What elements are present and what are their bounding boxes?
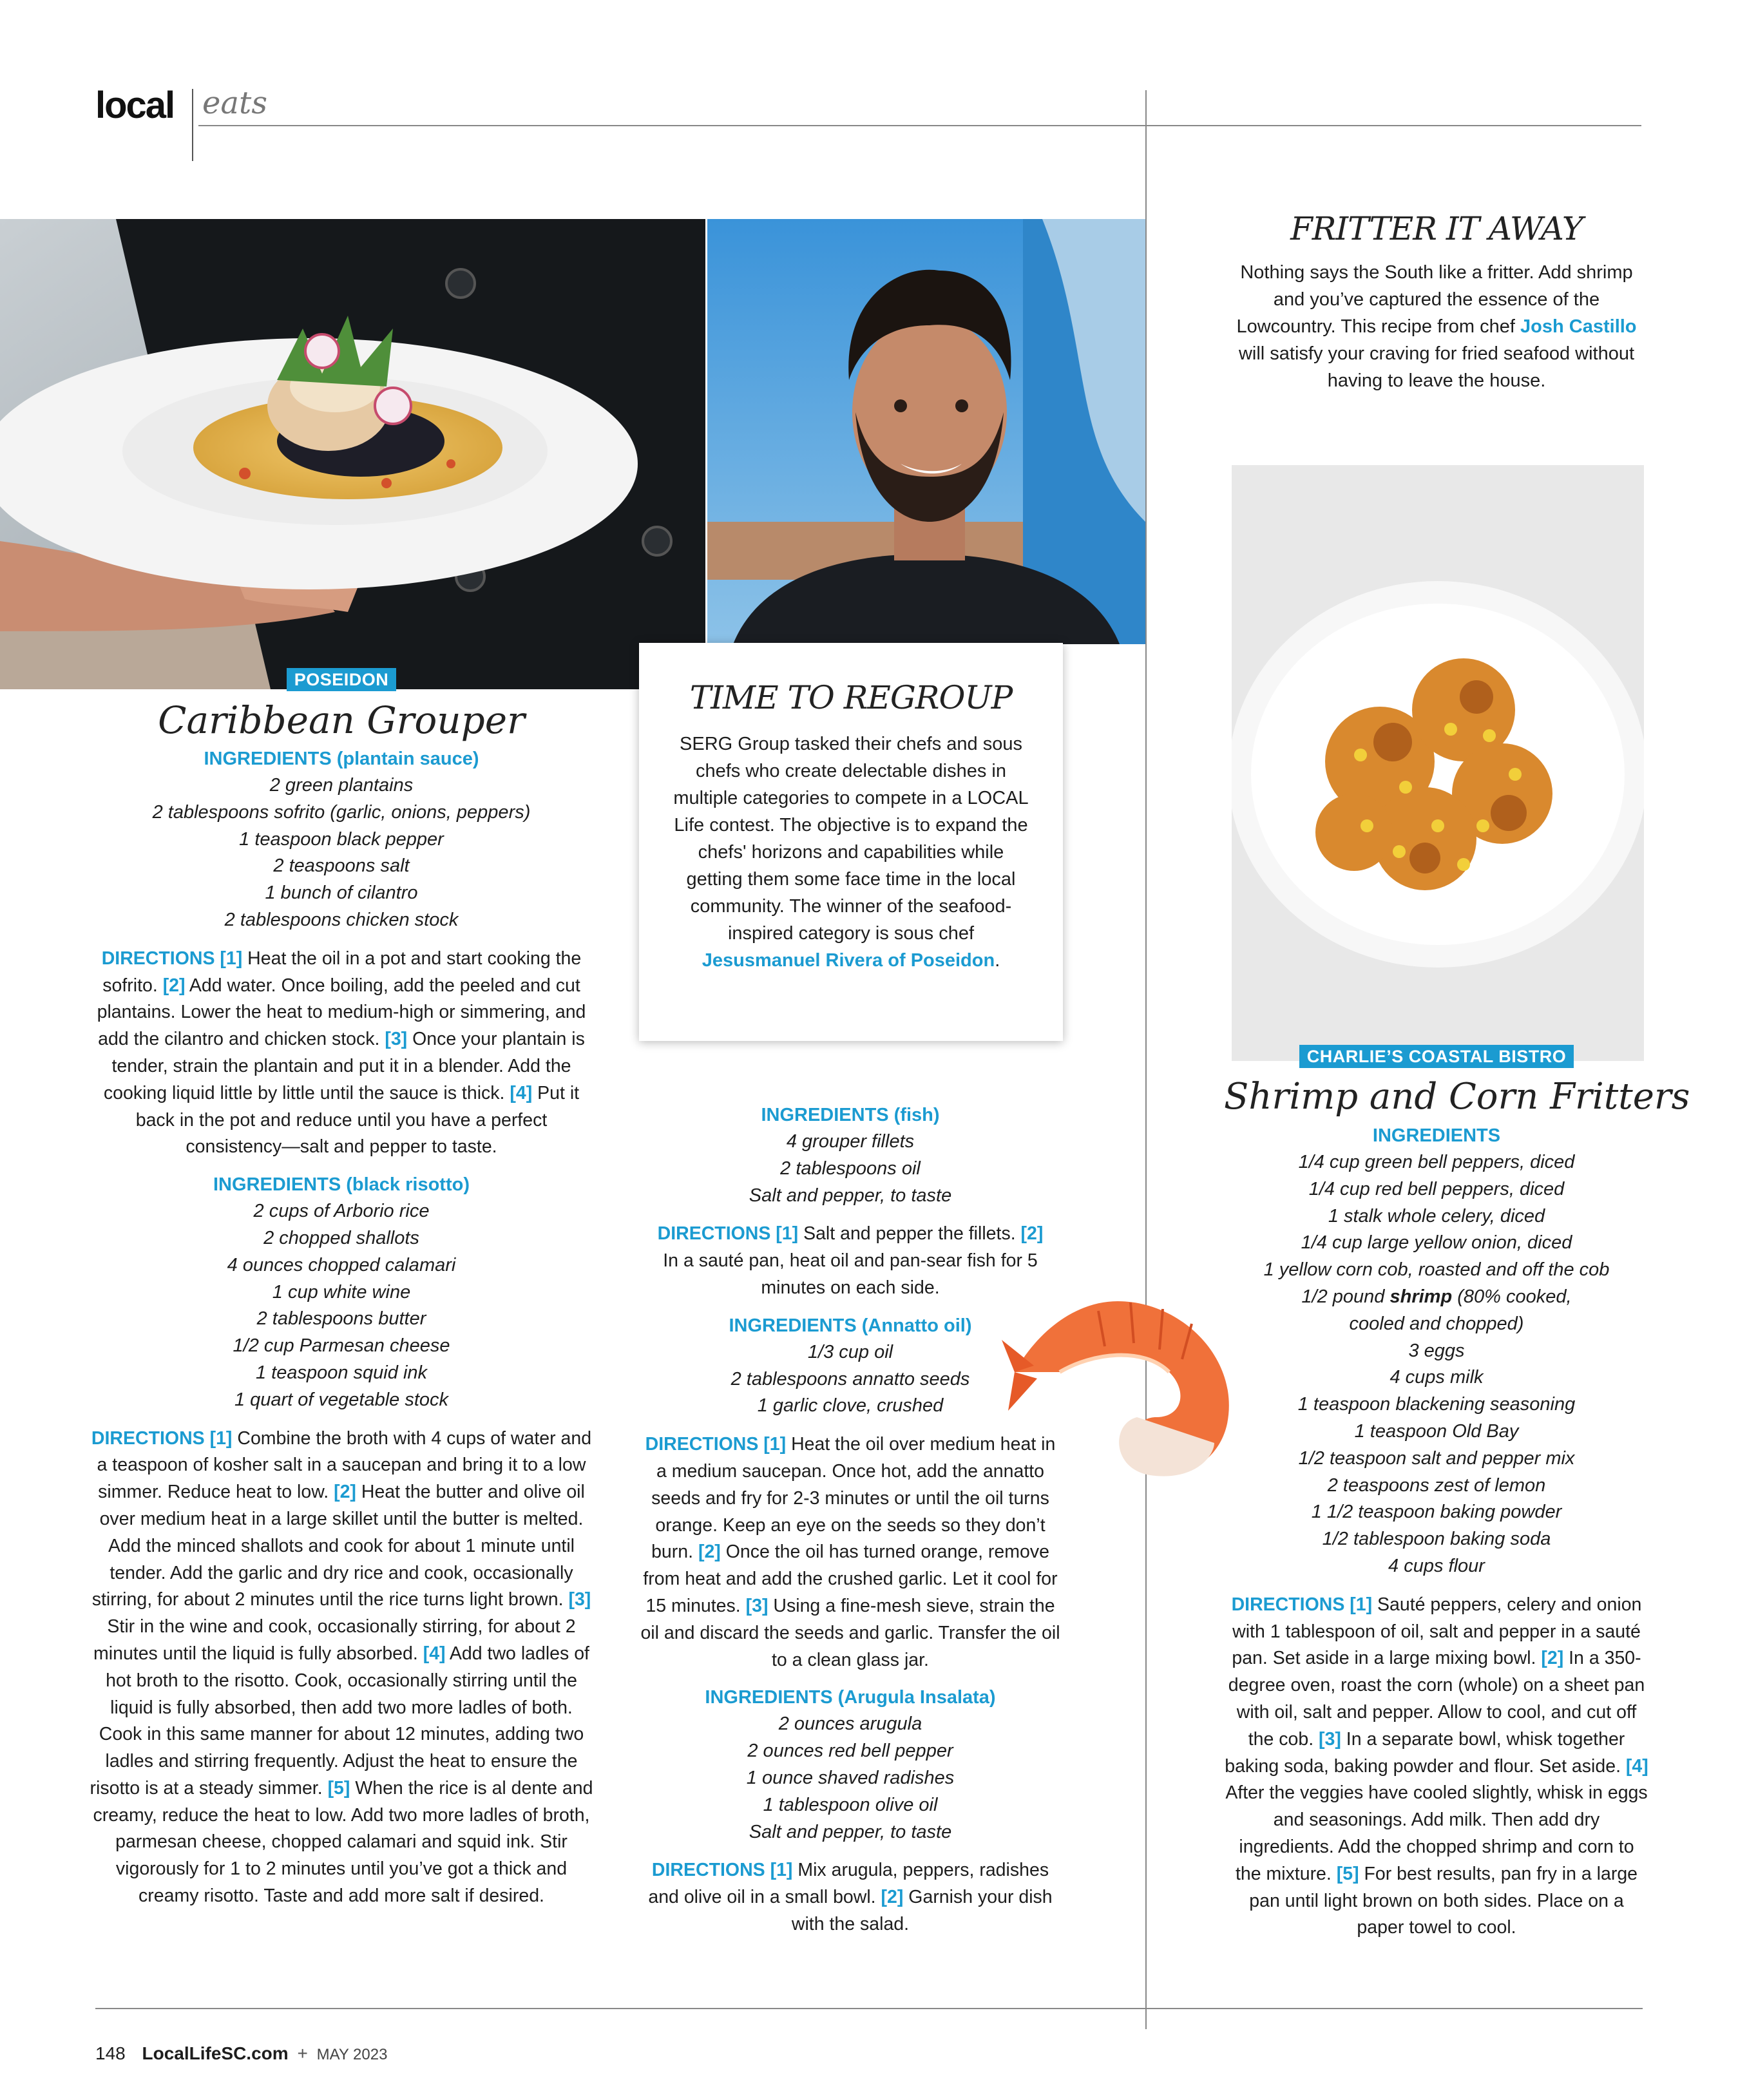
column-divider bbox=[1145, 90, 1147, 2029]
intro-body-end: . bbox=[995, 950, 1000, 971]
step-number: [2] bbox=[334, 1482, 356, 1503]
arugula-heading: INGREDIENTS (Arugula Insalata) bbox=[705, 1687, 996, 1708]
directions-label: DIRECTIONS bbox=[91, 1427, 205, 1449]
ingredient-item: 2 green plantains bbox=[269, 775, 414, 796]
fritter-intro bbox=[1224, 210, 1649, 394]
ingredient-item: 4 cups flour bbox=[1388, 1555, 1485, 1576]
ingredient-item: 1 garlic clove, crushed bbox=[757, 1395, 944, 1417]
shrimp-amount: 1/2 pound bbox=[1301, 1286, 1385, 1307]
step-number: [4] bbox=[1625, 1755, 1648, 1777]
intro-winner: Jesusmanuel Rivera of Poseidon bbox=[702, 950, 995, 971]
step-number: [3] bbox=[745, 1595, 769, 1616]
step-text: When the rice is al dente and creamy, reduce the heat to low. Add two more ladles of broth, parmesan cheese, chopped calamari and squid ink. Stir vigorously for 1 to 2 minutes until you’ve got a thick and creamy risotto. Taste and add more salt if desired. bbox=[93, 1777, 593, 1907]
ingredient-item: 2 tablespoons butter bbox=[256, 1308, 426, 1330]
ingredient-item: 2 tablespoons chicken stock bbox=[224, 909, 459, 930]
step-number: [1] bbox=[763, 1434, 787, 1455]
ingredient-item: 1/2 tablespoon baking soda bbox=[1322, 1529, 1551, 1550]
step-number: [2] bbox=[698, 1542, 721, 1563]
ingredient-item: 2 ounces red bell pepper bbox=[747, 1741, 953, 1762]
page-footer bbox=[95, 2043, 387, 2064]
ingredient-item: 1/3 cup oil bbox=[807, 1341, 893, 1362]
step-number: [2] bbox=[162, 975, 186, 996]
ingredient-item: 1 teaspoon squid ink bbox=[255, 1362, 428, 1383]
fish-ingredients bbox=[638, 1129, 1063, 1209]
header-rule bbox=[198, 125, 1641, 126]
grouper-tag: POSEIDON bbox=[287, 668, 397, 691]
ingredient-item: 1 cup white wine bbox=[272, 1281, 411, 1303]
step-number: [3] bbox=[1319, 1728, 1341, 1750]
ingredient-item: 1 1/2 teaspoon baking powder bbox=[1311, 1502, 1562, 1523]
ingredient-item: 2 tablespoons annatto seeds bbox=[731, 1368, 970, 1389]
fritter-chef: Josh Castillo bbox=[1520, 316, 1637, 337]
ingredient-item: 2 teaspoons zest of lemon bbox=[1327, 1475, 1546, 1496]
fritters-col bbox=[1224, 1047, 1690, 1942]
step-number: [1] bbox=[220, 948, 243, 969]
arugula-directions bbox=[638, 1857, 1063, 1938]
brand-logo: local bbox=[95, 84, 175, 126]
ingredient-item: 1 bunch of cilantro bbox=[265, 883, 418, 904]
step-number: [5] bbox=[1336, 1863, 1359, 1884]
step-text: Once your plantain is tender, strain the plantain and put it in a blender. Add the cooking liquid little by little until the sauce is thick. bbox=[103, 1029, 585, 1103]
fish-directions bbox=[638, 1221, 1063, 1301]
ingredient-item: 3 eggs bbox=[1408, 1340, 1465, 1361]
step-text: Add two ladles of hot broth to the risotto. Cook, occasionally stirring until the liquid is fully absorbed, then add two more ladles of both. Cook in this same manner for about 12 minutes, adding two ladles and stirring frequently. Adjust the heat to ensure the risotto is at a steady simmer. bbox=[90, 1643, 589, 1799]
directions-label: DIRECTIONS bbox=[651, 1860, 765, 1881]
step-text: Mix arugula, peppers, radishes and olive oil in a small bowl. bbox=[648, 1860, 1049, 1908]
step-text: Heat the oil over medium heat in a medium saucepan. Once hot, add the annatto seeds and fry for 2-3 minutes or until the oil turns orange. Keep an eye on the seeds so they don’t burn. bbox=[651, 1434, 1056, 1563]
plantain-directions bbox=[87, 946, 596, 1161]
step-text: In a sauté pan, heat oil and pan-sear fish for 5 minutes on each side. bbox=[663, 1250, 1038, 1298]
grouper-title: Caribbean Grouper bbox=[158, 698, 525, 742]
chef-portrait-photo bbox=[707, 219, 1145, 644]
ingredient-item: 1/4 cup green bell peppers, diced bbox=[1298, 1152, 1575, 1172]
ingredient-item: 4 grouper fillets bbox=[786, 1131, 915, 1152]
step-number: [1] bbox=[770, 1860, 793, 1881]
shrimp-word: shrimp bbox=[1389, 1286, 1453, 1307]
risotto-ingredients bbox=[87, 1198, 596, 1413]
shrimp-note-2: cooled and chopped) bbox=[1349, 1313, 1524, 1334]
site-link[interactable]: LocalLifeSC.com bbox=[142, 2043, 289, 2063]
step-number: [2] bbox=[1541, 1648, 1564, 1669]
ingredient-item: 2 tablespoons sofrito (garlic, onions, peppers) bbox=[152, 801, 531, 823]
footer-rule bbox=[95, 2008, 1643, 2009]
step-text: Stir in the wine and cook, occasionally stirring, for about 2 minutes until the liquid is fully absorbed. bbox=[93, 1616, 576, 1664]
directions-label: DIRECTIONS bbox=[645, 1434, 759, 1455]
fritters-illustration bbox=[1232, 465, 1644, 1061]
step-text: Add water. Once boiling, add the peeled and cut plantains. Lower the heat to medium-high or simmering, and add the cilantro and chicken stock. bbox=[97, 975, 586, 1050]
step-number: [3] bbox=[568, 1589, 591, 1610]
fritter-body bbox=[1230, 259, 1643, 394]
ingredient-item: 2 cups of Arborio rice bbox=[253, 1201, 430, 1222]
step-text: Sauté peppers, celery and onion with 1 tablespoon of oil, salt and pepper in a sauté pan. Set aside in a large mixing bowl. bbox=[1232, 1594, 1642, 1669]
plantain-ingredients bbox=[87, 772, 596, 934]
page-number: 148 bbox=[95, 2043, 126, 2063]
grouper-col-1 bbox=[87, 670, 596, 1910]
fish-heading: INGREDIENTS (fish) bbox=[761, 1105, 940, 1125]
ingredient-item: 4 ounces chopped calamari bbox=[227, 1254, 456, 1275]
ingredient-item: 2 teaspoons salt bbox=[273, 855, 410, 877]
step-text: In a separate bowl, whisk together baking soda, baking powder and flour. Set aside. bbox=[1225, 1728, 1625, 1777]
arugula-ingredients bbox=[638, 1711, 1063, 1846]
intro-body-text: SERG Group tasked their chefs and sous chefs who create delectable dishes in multiple categories to compete in a LOCAL Life contest. The objective is to expand the chefs' horizons and capabilities while getting them some face time in the local community. The winner of the seafood-inspired category is sous chef bbox=[673, 734, 1029, 944]
ingredient-item: Salt and pepper, to taste bbox=[749, 1185, 952, 1206]
ingredient-item: 1/2 teaspoon salt and pepper mix bbox=[1298, 1447, 1575, 1469]
ingredient-item: 4 cups milk bbox=[1389, 1367, 1484, 1388]
fritter-title: FRITTER IT AWAY bbox=[1290, 210, 1583, 247]
intro-body bbox=[671, 730, 1031, 974]
step-text: Heat the oil in a pot and start cooking the sofrito. bbox=[102, 948, 582, 996]
plantain-heading: INGREDIENTS (plantain sauce) bbox=[204, 749, 479, 769]
step-text: In a 350-degree oven, roast the corn (whole) on a sheet pan with oil, salt and pepper. Allow to cool, and cut off the cob. bbox=[1228, 1648, 1645, 1750]
header-divider bbox=[192, 89, 193, 161]
annatto-heading: INGREDIENTS (Annatto oil) bbox=[729, 1315, 972, 1336]
chef-portrait-illustration bbox=[707, 219, 1145, 644]
directions-label: DIRECTIONS bbox=[101, 948, 215, 969]
step-text: After the veggies have cooled slightly, whisk in eggs and seasonings. Add milk. Then add dry ingredients. Add the chopped shrimp and corn to the mixture. bbox=[1225, 1782, 1648, 1884]
grouper-dish-illustration bbox=[0, 219, 705, 689]
step-number: [4] bbox=[510, 1082, 533, 1103]
ingredient-item: 1/4 cup red bell peppers, diced bbox=[1308, 1178, 1565, 1199]
ingredient-item: 1 stalk whole celery, diced bbox=[1328, 1205, 1545, 1227]
step-text: Heat the butter and olive oil over medium heat in a large skillet until the butter is melted. Add the minced shallots and cook for about 1 minute until tender. Add the garlic and dry rice and cook, occasionally stirring, for about 2 minutes until the rice turns light brown. bbox=[91, 1482, 585, 1610]
ingredient-item: 2 ounces arugula bbox=[778, 1713, 922, 1735]
step-text: Using a fine-mesh sieve, strain the oil and discard the seeds and garlic. Transfer the oil to a clean glass jar. bbox=[640, 1595, 1060, 1670]
fritters-ingredients-a bbox=[1224, 1149, 1649, 1284]
ingredient-item: 1 teaspoon blackening seasoning bbox=[1297, 1394, 1576, 1415]
step-number: [2] bbox=[1020, 1223, 1044, 1245]
step-text: Salt and pepper the fillets. bbox=[803, 1223, 1016, 1245]
step-number: [1] bbox=[776, 1223, 799, 1245]
ingredient-item: 2 chopped shallots bbox=[263, 1227, 419, 1248]
grouper-col-2 bbox=[638, 1102, 1063, 1938]
section-label: eats bbox=[202, 85, 267, 121]
step-number: [2] bbox=[881, 1887, 904, 1908]
step-number: [1] bbox=[1350, 1594, 1373, 1615]
directions-label: DIRECTIONS bbox=[657, 1223, 771, 1245]
step-text: Garnish your dish with the salad. bbox=[791, 1887, 1053, 1934]
ingredient-item: 1 teaspoon black pepper bbox=[239, 828, 444, 850]
fritters-photo bbox=[1232, 465, 1644, 1061]
step-number: [3] bbox=[385, 1029, 408, 1050]
risotto-directions bbox=[87, 1426, 596, 1910]
ingredient-item: 1 quart of vegetable stock bbox=[234, 1389, 449, 1410]
ingredient-item: 1 yellow corn cob, roasted and off the cob bbox=[1263, 1259, 1610, 1281]
page-header bbox=[95, 84, 1641, 161]
ingredient-item: Salt and pepper, to taste bbox=[749, 1821, 952, 1842]
fritter-body-after: will satisfy your craving for fried seafood without having to leave the house. bbox=[1238, 343, 1635, 391]
directions-label: DIRECTIONS bbox=[1231, 1594, 1345, 1615]
issue-date: MAY 2023 bbox=[316, 2046, 388, 2063]
risotto-heading: INGREDIENTS (black risotto) bbox=[213, 1174, 470, 1196]
ingredient-item: 1 ounce shaved radishes bbox=[746, 1767, 955, 1788]
step-number: [4] bbox=[423, 1643, 446, 1664]
step-text: Put it back in the pot and reduce until you have a perfect consistency—salt and pepper to taste. bbox=[135, 1082, 580, 1158]
ingredient-item: 1 tablespoon olive oil bbox=[763, 1794, 938, 1815]
ingredient-item: 1/4 cup large yellow onion, diced bbox=[1301, 1232, 1572, 1254]
ingredient-item: 2 tablespoons oil bbox=[780, 1158, 921, 1179]
intro-box bbox=[639, 643, 1063, 1041]
fritters-directions bbox=[1224, 1592, 1649, 1942]
step-text: Combine the broth with 4 cups of water and a teaspoon of kosher salt in a saucepan and bring it to a low simmer. Reduce heat to low. bbox=[97, 1427, 592, 1503]
annatto-ingredients bbox=[638, 1339, 1063, 1420]
ingredient-item: 1 teaspoon Old Bay bbox=[1354, 1420, 1519, 1442]
step-text: Once the oil has turned orange, remove from heat and add the crushed garlic. Let it cool for 15 minutes. bbox=[643, 1542, 1058, 1616]
footer-separator: + bbox=[297, 2043, 308, 2063]
fritters-heading: INGREDIENTS bbox=[1372, 1125, 1501, 1146]
step-number: [5] bbox=[327, 1777, 350, 1799]
step-text: For best results, pan fry in a large pan until light brown on both sides. Place on a paper towel to cool. bbox=[1249, 1863, 1638, 1938]
fritters-tag: CHARLIE’S COASTAL BISTRO bbox=[1299, 1045, 1574, 1068]
fritters-shrimp-line bbox=[1224, 1284, 1649, 1338]
grouper-dish-photo bbox=[0, 219, 705, 689]
ingredient-item: 1/2 cup Parmesan cheese bbox=[233, 1335, 450, 1357]
intro-title: TIME TO REGROUP bbox=[689, 679, 1013, 716]
fritters-title: Shrimp and Corn Fritters bbox=[1224, 1076, 1690, 1118]
shrimp-note: (80% cooked, bbox=[1457, 1286, 1572, 1307]
fritter-body-before: Nothing says the South like a fritter. Add shrimp and you’ve captured the essence of the Lowcountry. This recipe from chef bbox=[1236, 262, 1633, 337]
step-number: [1] bbox=[209, 1427, 233, 1449]
annatto-directions bbox=[638, 1431, 1063, 1674]
fritters-ingredients-b bbox=[1224, 1338, 1649, 1580]
